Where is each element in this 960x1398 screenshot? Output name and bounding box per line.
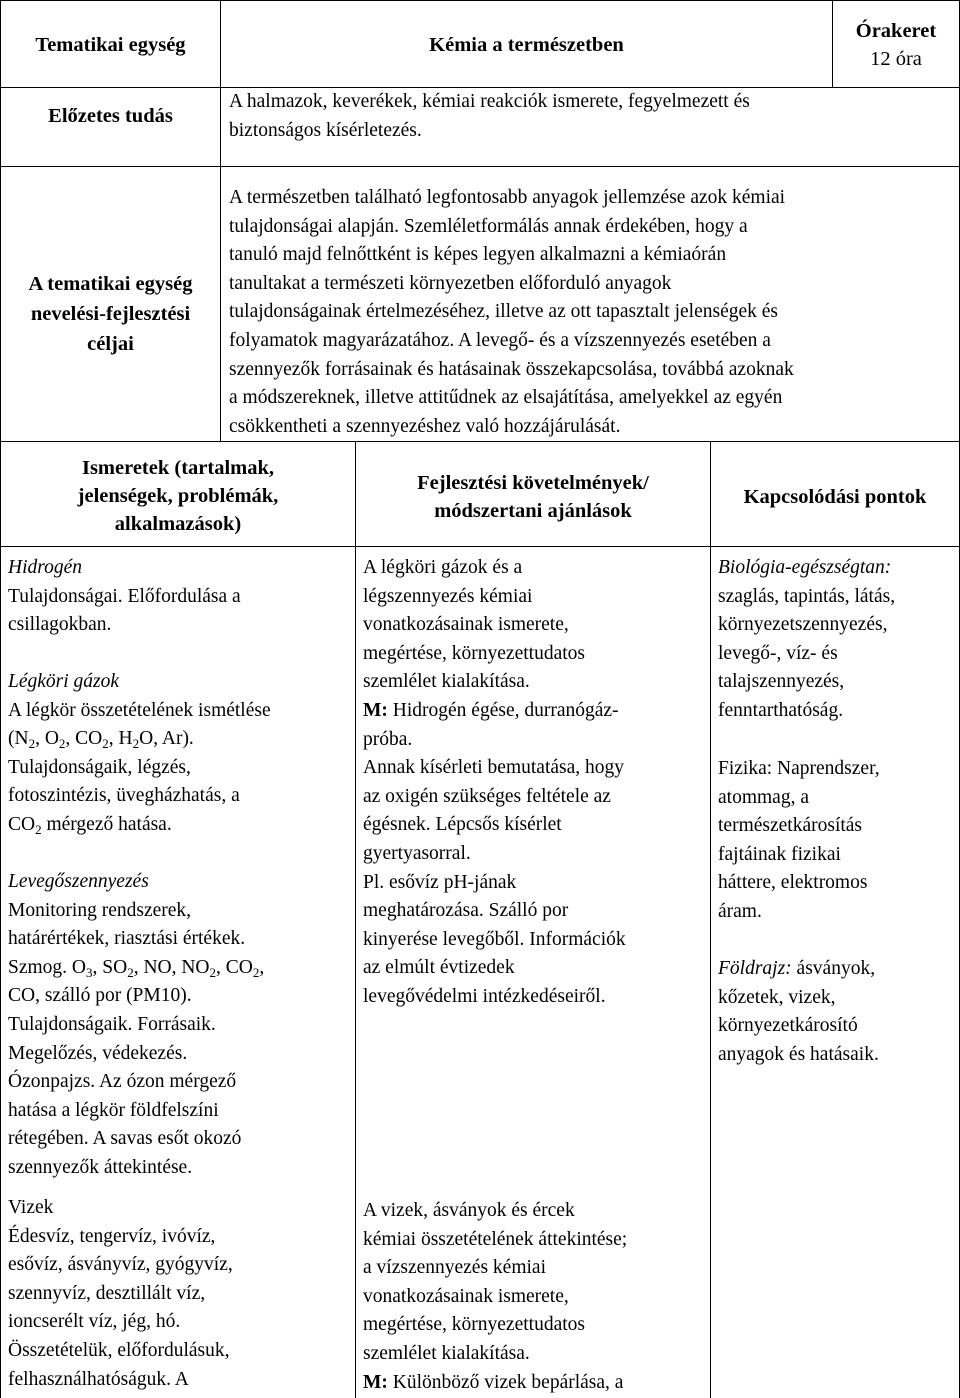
topic-label-cell xyxy=(0,0,221,88)
req-m1-line: M: Hidrogén égése, durranógáz- xyxy=(363,699,619,721)
geo-line-2: kőzetek, vizek, xyxy=(718,986,836,1008)
gases-line-4: fotoszintézis, üvegházhatás, a xyxy=(8,785,240,807)
knowledge-header-line-2: jelenségek, problémák, xyxy=(77,485,279,507)
topic-title: Kémia a természetben xyxy=(429,34,624,56)
goals-label-line-1: A tematikai egység xyxy=(28,273,193,295)
goals-line-4: tanultakat a természeti környezetben előforduló anyagok xyxy=(229,272,672,294)
goals-line-2: tulajdonságai alapján. Szemléletformálás annak érdekében, hogy a xyxy=(229,215,748,237)
requirements-cell xyxy=(355,546,711,1398)
req-m2-line: M: Különböző vizek bepárlása, a xyxy=(363,1371,624,1393)
pollution-line-5: Tulajdonságaik. Forrásaik. xyxy=(8,1013,216,1035)
goals-line-1: A természetben található legfontosabb anyagok jellemzése azok kémiai xyxy=(229,187,786,208)
water-line-1: Édesvíz, tengervíz, ivóvíz, xyxy=(8,1225,216,1247)
goals-text-cell xyxy=(220,166,960,442)
water-title: Vizek xyxy=(8,1197,54,1218)
req-water-line-5: megértése, környezettudatos xyxy=(363,1314,585,1336)
req-water-line-4: vonatkozásainak ismerete, xyxy=(363,1285,569,1307)
connections-header-cell xyxy=(710,441,960,547)
gases-line-1: A légkör összetételének ismétlése xyxy=(8,699,271,721)
pollution-formula: Szmog. $O_3$, $SO_2$, NO, $NO_2$, $CO_2$, xyxy=(8,956,265,980)
gases-line-3: Tulajdonságaik, légzés, xyxy=(8,756,191,778)
req-line-14: kinyerése levegőből. Információk xyxy=(363,928,626,950)
gases-co2-line: $CO_2$ mérgező hatása. xyxy=(8,813,172,837)
goals-line-9: csökkentheti a szennyezéshez való hozzájárulását. xyxy=(229,415,621,437)
goals-line-3: tanuló majd felnőttként is képes legyen alkalmazni a kémiaórán xyxy=(229,244,727,266)
water-line-3: szennyvíz, desztillált víz, xyxy=(8,1282,206,1304)
req-line-5: szemlélet kialakítása. xyxy=(363,671,530,693)
hydrogen-title: Hidrogén xyxy=(8,557,83,578)
phys-line-5: háttere, elektromos xyxy=(718,872,868,894)
knowledge-header-cell xyxy=(0,441,356,547)
req-line-9: az oxigén szükséges feltétele az xyxy=(363,785,611,807)
hours-cell xyxy=(832,0,960,88)
req-line-10: égésnek. Lépcsős kísérlet xyxy=(363,814,562,836)
phys-line-6: áram. xyxy=(718,900,762,922)
prior-knowledge-text-cell xyxy=(220,87,960,167)
pollution-line-2: határértékek, riasztási értékek. xyxy=(8,928,246,950)
connections-header: Kapcsolódási pontok xyxy=(743,486,927,508)
requirements-header-line-1: Fejlesztési követelmények/ xyxy=(417,472,649,494)
phys-line-4: fajtáinak fizikai xyxy=(718,843,841,865)
req-m1-line-2: próba. xyxy=(363,728,413,750)
connections-cell xyxy=(710,546,960,1398)
goals-line-5: tulajdonságainak értelmezéséhez, illetve az ott tapasztalt jelenségek és xyxy=(229,301,778,323)
goals-label-line-3: céljai xyxy=(87,333,134,355)
prior-knowledge-label: Előzetes tudás xyxy=(48,105,173,127)
goals-line-8: a módszereknek, illetve attitűdnek az elsajátítása, amelyekkel az egyén xyxy=(229,387,783,409)
gases-title: Légköri gázok xyxy=(8,671,120,692)
bio-title: Biológia-egészségtan: xyxy=(718,557,892,578)
pollution-line-9: rétegében. A savas esőt okozó xyxy=(8,1128,242,1150)
topic-title-cell xyxy=(220,0,833,88)
prior-knowledge-label-cell xyxy=(0,87,221,167)
pollution-line-6: Megelőzés, védekezés. xyxy=(8,1042,188,1064)
hours-label: Órakeret xyxy=(855,20,937,42)
pollution-line-1: Monitoring rendszerek, xyxy=(8,899,192,921)
geo-line-3: környezetkárosító xyxy=(718,1015,858,1037)
phys-line-1: Fizika: Naprendszer, xyxy=(718,758,880,779)
req-water-line-1: A vizek, ásványok és ércek xyxy=(363,1200,575,1221)
goals-label-line-2: nevelési-fejlesztési xyxy=(30,303,191,325)
goals-line-7: szennyezők forrásainak és hatásainak összekapcsolása, továbbá azoknak xyxy=(229,358,794,380)
bio-line-3: levegő-, víz- és xyxy=(718,642,838,664)
pollution-line-7: Ózonpajzs. Az ózon mérgező xyxy=(8,1071,237,1093)
phys-line-2: atommag, a xyxy=(718,786,809,808)
geo-line-4: anyagok és hatásaik. xyxy=(718,1043,879,1065)
req-line-8: Annak kísérleti bemutatása, hogy xyxy=(363,757,625,779)
requirements-header-line-2: módszertani ajánlások xyxy=(434,500,632,522)
hydrogen-line-1: Tulajdonságai. Előfordulása a xyxy=(8,585,241,607)
req-line-11: gyertyasorral. xyxy=(363,842,471,864)
req-water-line-3: a vízszennyezés kémiai xyxy=(363,1257,546,1279)
bio-line-5: fenntarthatóság. xyxy=(718,699,844,721)
prior-knowledge-line-1: A halmazok, keverékek, kémiai reakciók ismerete, fegyelmezett és xyxy=(229,91,750,112)
goals-label-cell xyxy=(0,166,221,442)
req-line-15: az elmúlt évtizedek xyxy=(363,957,515,979)
requirements-header-cell xyxy=(355,441,711,547)
bio-line-2: környezetszennyezés, xyxy=(718,614,888,636)
water-line-5: Összetételük, előfordulásuk, xyxy=(8,1339,230,1361)
prior-knowledge-line-2: biztonságos kísérletezés. xyxy=(229,119,422,141)
req-water-line-6: szemlélet kialakítása. xyxy=(363,1342,530,1364)
req-line-13: meghatározása. Szálló por xyxy=(363,900,569,922)
req-line-2: légszennyezés kémiai xyxy=(363,585,533,607)
req-line-1: A légköri gázok és a xyxy=(363,557,523,578)
water-line-2: esővíz, ásványvíz, gyógyvíz, xyxy=(8,1254,233,1276)
water-line-4: ioncserélt víz, jég, hó. xyxy=(8,1311,181,1333)
geo-line-1: Földrajz: ásványok, xyxy=(718,958,876,979)
phys-line-3: természetkárosítás xyxy=(718,815,863,837)
req-line-16: levegővédelmi intézkedéseiről. xyxy=(363,985,606,1007)
pollution-title: Levegőszennyezés xyxy=(8,871,149,892)
hydrogen-line-2: csillagokban. xyxy=(8,614,112,636)
water-line-6: felhasználhatóságuk. A xyxy=(8,1368,189,1390)
knowledge-header-line-3: alkalmazások) xyxy=(114,513,242,535)
pollution-line-4: CO, szálló por (PM10). xyxy=(8,985,192,1007)
hours-value: 12 óra xyxy=(870,48,922,70)
topic-label: Tematikai egység xyxy=(35,34,186,56)
req-line-3: vonatkozásainak ismerete, xyxy=(363,614,569,636)
bio-line-1: szaglás, tapintás, látás, xyxy=(718,585,896,607)
req-water-line-2: kémiai összetételének áttekintése; xyxy=(363,1228,628,1250)
knowledge-cell xyxy=(0,546,356,1398)
gases-formula: ($N_2$, $O_2$, $CO_2$, $H_2O$, Ar). xyxy=(8,728,194,752)
pollution-line-8: hatása a légkör földfelszíni xyxy=(8,1099,219,1121)
bio-line-4: talajszennyezés, xyxy=(718,671,845,693)
pollution-line-10: szennyezők áttekintése. xyxy=(8,1156,193,1178)
knowledge-header-line-1: Ismeretek (tartalmak, xyxy=(81,457,275,479)
goals-line-6: folyamatok magyarázatához. A levegő- és a vízszennyezés esetében a xyxy=(229,329,771,351)
req-line-12: Pl. esővíz pH-jának xyxy=(363,871,517,893)
req-line-4: megértése, környezettudatos xyxy=(363,642,585,664)
